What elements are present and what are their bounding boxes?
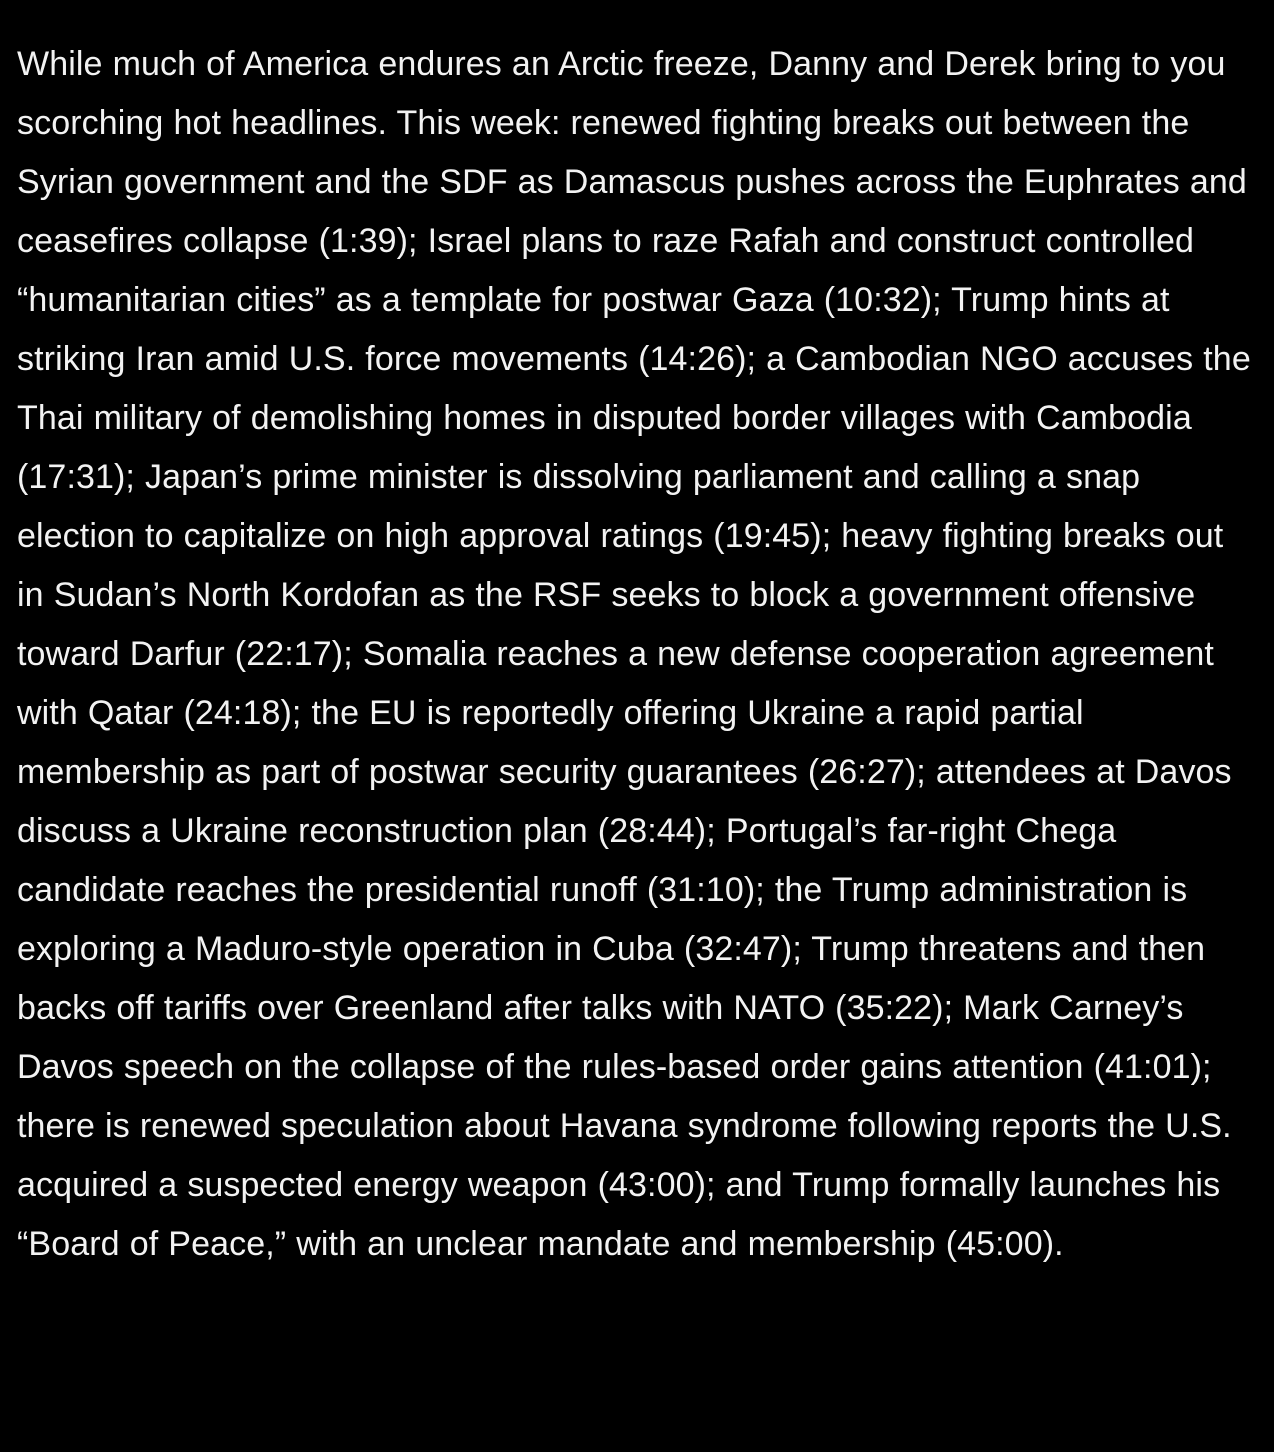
episode-description-text: While much of America endures an Arctic freeze, Danny and Derek bring to you scorching hot headlines. This week: renewed fighting breaks out between the Syrian government and the SDF as Damascus pushes across the Euphrates and ceasefires collapse (1:39); Israel plans to raze Rafah and construct controlled “humanitarian cities” as a template for postwar Gaza (10:32); Trump hints at striking Iran amid U.S. force movements (14:26); a Cambodian NGO accuses the Thai military of demolishing homes in disputed border villages with Cambodia (17:31); Japan’s prime minister is dissolving parliament and calling a snap election to capitalize on high approval ratings (19:45); heavy fighting breaks out in Sudan’s North Kordofan as the RSF seeks to block a government offensive toward Darfur (22:17); Somalia reaches a new defense cooperation agreement with Qatar (24:18); the EU is reportedly offering Ukraine a rapid partial membership as part of postwar security guarantees (26:27); attendees at Davos discuss a Ukraine reconstruction plan (28:44); Portugal’s far-right Chega candidate reaches the presidential runoff (31:10); the Trump administration is exploring a Maduro-style operation in Cuba (32:47); Trump threatens and then backs off tariffs over Greenland after talks with NATO (35:22); Mark Carney’s Davos speech on the collapse of the rules-based order gains attention (41:01); there is renewed speculation about Havana syndrome following reports the U.S. acquired a suspected energy weapon (43:00); and Trump formally launches his “Board of Peace,” with an unclear mandate and membership (45:00). — [17, 45, 1251, 1263]
episode-description-page — [0, 34, 1274, 1274]
